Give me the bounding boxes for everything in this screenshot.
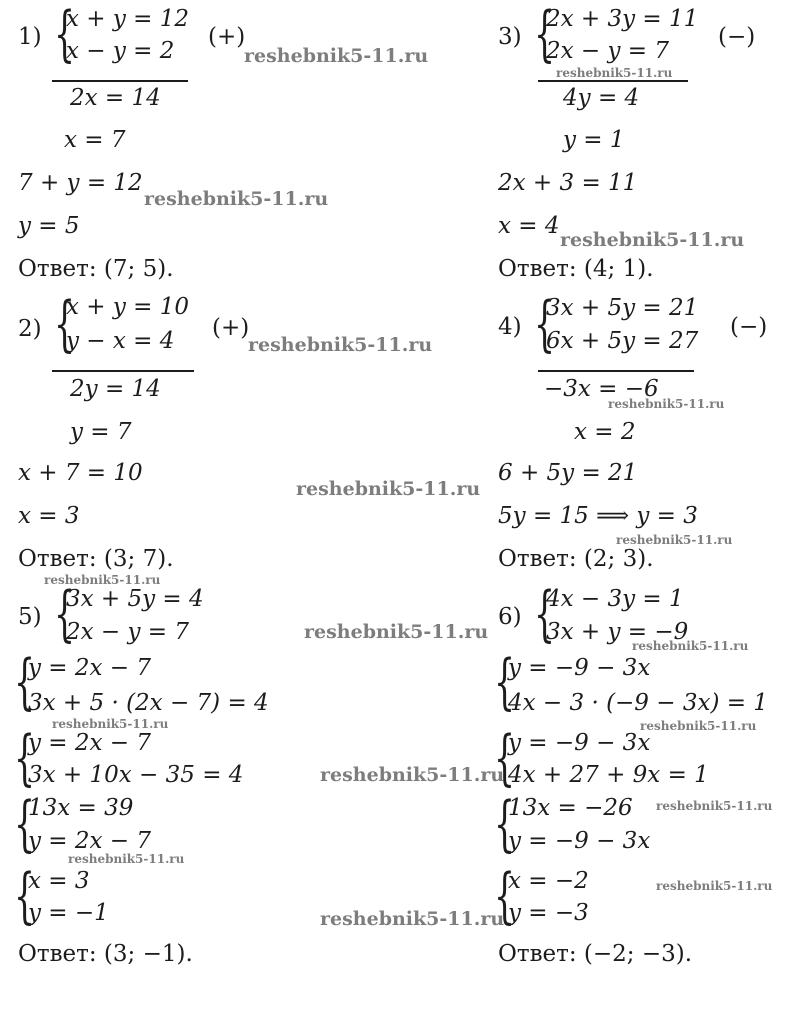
p6-s1-brace: { [494, 647, 516, 717]
watermark: reshebnik5-11.ru [608, 397, 725, 411]
p6-s2a: y = −9 − 3x [508, 730, 651, 756]
p5-s4-brace: { [14, 861, 36, 931]
p6-s3-brace: { [494, 789, 516, 859]
watermark: reshebnik5-11.ru [656, 879, 773, 893]
p1-eq2: x − y = 2 [66, 38, 175, 64]
p4-operation: (−) [730, 314, 768, 340]
p2-eq1: x + y = 10 [66, 294, 190, 320]
watermark: reshebnik5-11.ru [632, 639, 749, 653]
p1-substitution: 7 + y = 12 [18, 170, 143, 196]
p3-answer: Ответ: (4; 1). [498, 256, 654, 282]
p3-sum-line [538, 80, 688, 82]
watermark: reshebnik5-11.ru [144, 188, 329, 210]
p1-sum-line [52, 80, 188, 82]
watermark: reshebnik5-11.ru [68, 852, 185, 866]
p6-s1a: y = −9 − 3x [508, 655, 651, 681]
p6-number: 6) [498, 604, 522, 630]
watermark: reshebnik5-11.ru [248, 334, 433, 356]
p6-eq2: 3x + y = −9 [546, 619, 689, 645]
p4-brace: { [534, 289, 556, 359]
watermark: reshebnik5-11.ru [304, 621, 489, 643]
p1-result: x = 7 [64, 127, 126, 153]
p6-brace: { [534, 579, 556, 649]
p5-s1b: 3x + 5 · (2x − 7) = 4 [28, 690, 269, 716]
p6-eq1: 4x − 3y = 1 [546, 586, 684, 612]
p1-brace: { [54, 0, 76, 69]
p5-s3b: y = 2x − 7 [28, 828, 152, 854]
p4-sum-line [538, 370, 694, 372]
p2-substitution: x + 7 = 10 [18, 460, 143, 486]
p5-eq1: 3x + 5y = 4 [66, 586, 204, 612]
p5-s1a: y = 2x − 7 [28, 655, 152, 681]
watermark: reshebnik5-11.ru [656, 799, 773, 813]
p2-answer: Ответ: (3; 7). [18, 546, 174, 572]
p5-brace: { [54, 579, 76, 649]
p5-number: 5) [18, 604, 42, 630]
p2-number: 2) [18, 316, 42, 342]
p3-eq2: 2x − y = 7 [546, 38, 670, 64]
p5-s1-brace: { [14, 647, 36, 717]
watermark: reshebnik5-11.ru [560, 229, 745, 251]
p3-number: 3) [498, 24, 522, 50]
p1-operation: (+) [208, 24, 246, 50]
p3-eq1: 2x + 3y = 11 [546, 6, 699, 32]
p6-answer: Ответ: (−2; −3). [498, 941, 693, 967]
p6-s4b: y = −3 [508, 900, 589, 926]
p1-eq1: x + y = 12 [66, 6, 190, 32]
p6-s2b: 4x + 27 + 9x = 1 [508, 762, 709, 788]
p5-s2-brace: { [14, 723, 36, 793]
p6-s3a: 13x = −26 [508, 795, 633, 821]
p3-brace: { [534, 0, 556, 69]
p1-y-value: y = 5 [18, 213, 80, 239]
p5-s3-brace: { [14, 789, 36, 859]
p2-result: y = 7 [70, 419, 132, 445]
p4-eq2: 6x + 5y = 27 [546, 328, 699, 354]
p2-sum: 2y = 14 [70, 376, 161, 402]
p4-result: x = 2 [574, 419, 636, 445]
p6-s3b: y = −9 − 3x [508, 828, 651, 854]
watermark: reshebnik5-11.ru [640, 719, 757, 733]
watermark: reshebnik5-11.ru [296, 478, 481, 500]
p1-answer: Ответ: (7; 5). [18, 256, 174, 282]
p3-operation: (−) [718, 24, 756, 50]
p4-answer: Ответ: (2; 3). [498, 546, 654, 572]
p2-x-value: x = 3 [18, 503, 80, 529]
p4-sum: −3x = −6 [544, 376, 659, 402]
watermark: reshebnik5-11.ru [52, 717, 169, 731]
p4-substitution: 6 + 5y = 21 [498, 460, 638, 486]
p6-s2-brace: { [494, 723, 516, 793]
watermark: reshebnik5-11.ru [556, 66, 673, 80]
p5-eq2: 2x − y = 7 [66, 619, 190, 645]
p6-s1b: 4x − 3 · (−9 − 3x) = 1 [508, 690, 768, 716]
p5-s4a: x = 3 [28, 868, 90, 894]
p2-operation: (+) [212, 315, 250, 341]
p3-substitution: 2x + 3 = 11 [498, 170, 638, 196]
p2-sum-line [52, 370, 194, 372]
watermark: reshebnik5-11.ru [244, 45, 429, 67]
p1-number: 1) [18, 24, 42, 50]
p1-sum: 2x = 14 [70, 85, 161, 111]
p6-s4a: x = −2 [508, 868, 589, 894]
p3-sum: 4y = 4 [563, 85, 640, 111]
watermark: reshebnik5-11.ru [616, 533, 733, 547]
p4-number: 4) [498, 314, 522, 340]
p5-s2a: y = 2x − 7 [28, 730, 152, 756]
p3-result: y = 1 [563, 127, 625, 153]
watermark: reshebnik5-11.ru [320, 764, 505, 786]
p5-s3a: 13x = 39 [28, 795, 134, 821]
p5-s4b: y = −1 [28, 900, 109, 926]
watermark: reshebnik5-11.ru [44, 573, 161, 587]
p2-eq2: y − x = 4 [66, 328, 175, 354]
p4-eq1: 3x + 5y = 21 [546, 295, 699, 321]
watermark: reshebnik5-11.ru [320, 908, 505, 930]
p5-s2b: 3x + 10x − 35 = 4 [28, 762, 244, 788]
p6-s4-brace: { [494, 861, 516, 931]
p5-answer: Ответ: (3; −1). [18, 941, 193, 967]
p2-brace: { [54, 289, 76, 359]
p3-x-value: x = 4 [498, 213, 560, 239]
p4-y-value: 5y = 15 ⟹ y = 3 [498, 503, 698, 529]
